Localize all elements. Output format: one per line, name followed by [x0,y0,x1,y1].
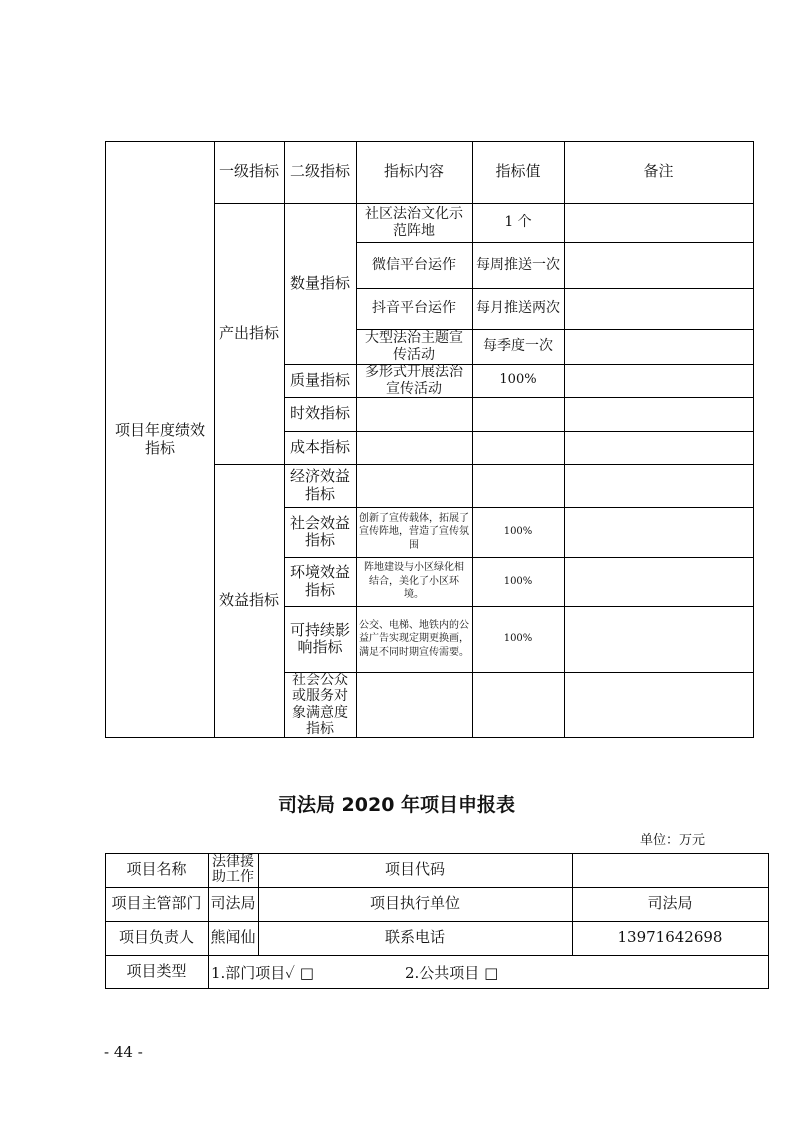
quantity-value-1: 1 个 [504,214,532,231]
contact-phone-value: 13971642698 [617,928,723,947]
project-code-value [572,853,768,887]
sustainable-impact-value: 100% [503,633,533,645]
header-level1: 一级指标 [218,162,279,181]
project-name-label: 项目名称 [126,860,187,879]
economic-benefit-label: 经济效益指标 [289,467,350,503]
project-leader-label: 项目负责人 [118,928,194,947]
cost-indicator-label: 成本指标 [289,437,350,456]
annual-performance-label: 项目年度绩效指标 [114,421,205,457]
project-name-value: 法律援助工作 [212,854,254,885]
page-number: - 44 - [104,1043,143,1061]
social-benefit-content: 创新了宣传载体，拓展了宣传阵地，营造了宣传氛围 [359,512,469,551]
contact-phone-label: 联系电话 [384,928,445,947]
unit-label: 单位：万元 [640,833,706,848]
quantity-content-3: 抖音平台运作 [372,300,456,317]
project-type-label: 项目类型 [126,961,187,980]
benefit-indicator-label: 效益指标 [218,590,279,609]
form-title: 司法局 2020 年项目申报表 [277,794,516,816]
executing-unit-value: 司法局 [647,894,693,913]
quality-indicator-label: 质量指标 [289,370,350,389]
quantity-value-3: 每月推送两次 [476,300,560,317]
quantity-value-2: 每周推送一次 [476,256,560,273]
project-type-option-dept[interactable]: 1.部门项目✓ □ [211,964,314,982]
project-type-option-public[interactable]: 2.公共项目 □ [405,964,499,982]
quantity-content-4: 大型法治主题宣传活动 [365,330,463,363]
timeliness-indicator-label: 时效指标 [289,404,350,423]
quantity-content-2: 微信平台运作 [372,256,456,273]
environment-benefit-content: 阵地建设与小区绿化相结合，美化了小区环境。 [364,562,464,601]
project-leader-value: 熊闻仙 [210,928,256,947]
quantity-content-1: 社区法治文化示范阵地 [365,206,463,239]
output-indicator-label: 产出指标 [218,323,279,342]
quantity-value-4: 每季度一次 [483,338,553,355]
header-level2: 二级指标 [289,162,350,181]
sustainable-impact-label: 可持续影响指标 [289,620,350,656]
header-note: 备注 [643,162,674,181]
social-benefit-label: 社会效益指标 [289,513,350,549]
satisfaction-indicator-label: 社会公众或服务对象满意度指标 [292,672,348,737]
quality-content: 多形式开展法治宣传活动 [365,364,463,397]
environment-benefit-value: 100% [503,575,533,587]
quality-value: 100% [499,372,537,388]
header-value: 指标值 [495,162,541,181]
header-content: 指标内容 [383,162,444,181]
quantity-indicator-label: 数量指标 [289,273,350,292]
sustainable-impact-content: 公交、电梯、地铁内的公益广告实现定期更换画，满足不同时期宣传需要。 [359,619,469,658]
environment-benefit-label: 环境效益指标 [289,563,350,599]
executing-unit-label: 项目执行单位 [369,894,460,913]
social-benefit-value: 100% [503,526,533,538]
supervising-dept-label: 项目主管部门 [111,894,202,913]
supervising-dept-value: 司法局 [210,894,256,913]
project-code-label: 项目代码 [384,860,445,879]
